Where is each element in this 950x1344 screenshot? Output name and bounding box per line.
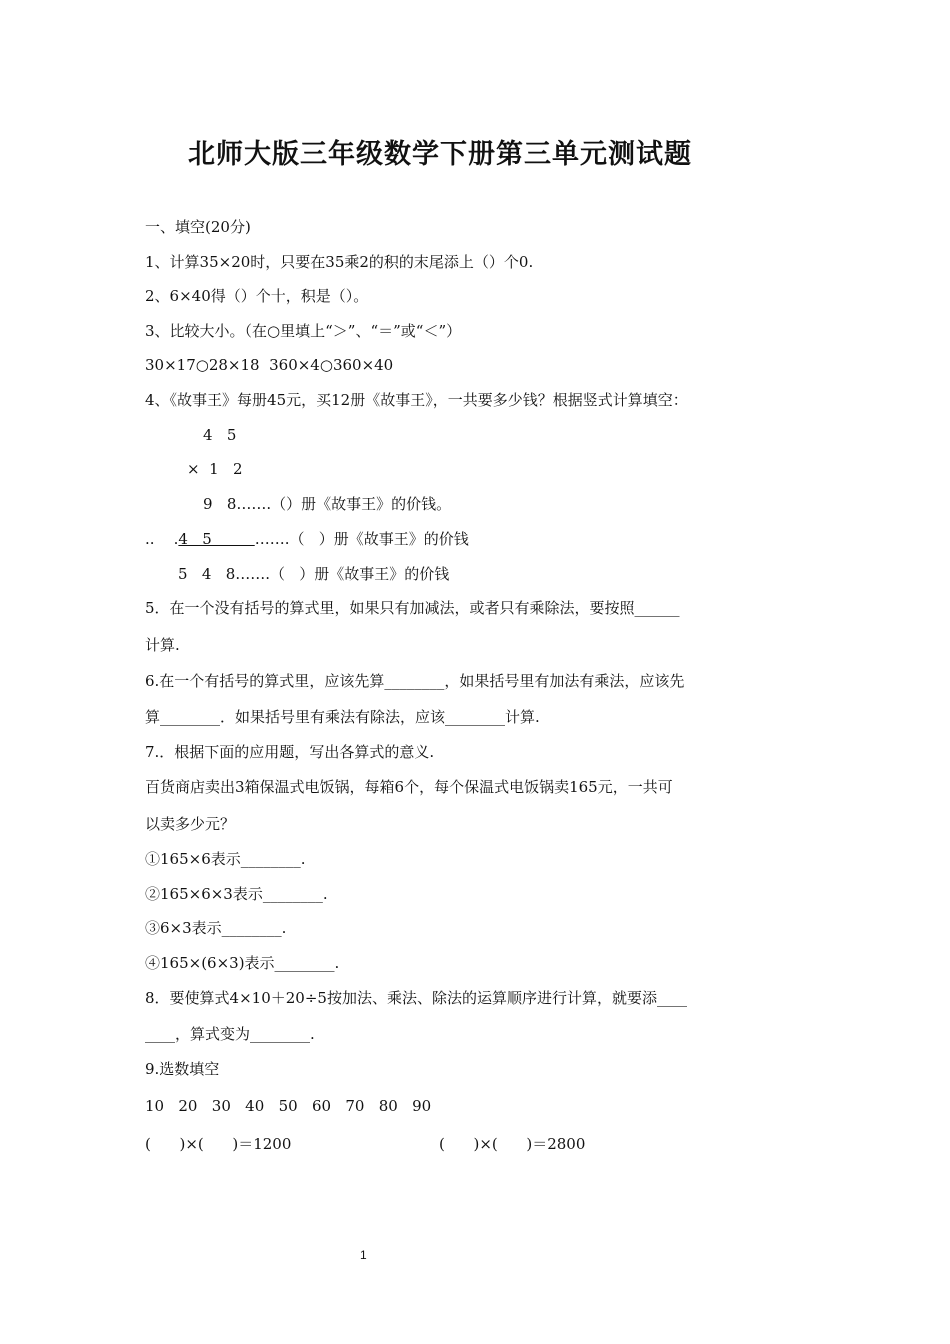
vertical-calc-row-1: 4 5: [203, 426, 237, 444]
page-title: 北师大版三年级数学下册第三单元测试题: [188, 139, 692, 170]
vertical-calc-row-3: 9 8…….（）册《故事王》的价钱。: [203, 495, 452, 513]
question-7-text-line-1: 百货商店卖出3箱保温式电饭锅，每箱6个，每个保温式电饭锅卖165元，一共可: [145, 778, 673, 796]
question-3-items: 30×17○28×18 360×4○360×40: [145, 356, 394, 374]
question-5-line-2: 计算.: [145, 636, 180, 654]
question-9: 9.选数填空: [145, 1060, 220, 1078]
question-8-line-1: 8．要使算式4×10＋20÷5按加法、乘法、除法的运算顺序进行计算，就要添____: [145, 989, 687, 1007]
vertical-calc-row-4: [145, 529, 469, 549]
question-4: 4、《故事王》每册45元，买12册《故事王》，一共要多少钱？根据竖式计算填空：: [145, 391, 688, 409]
calc-row-4-suffix: …….（ ）册《故事王》的价钱: [254, 530, 469, 548]
question-1: 1、计算35×20时，只要在35乘2的积的末尾添上（）个0.: [145, 253, 534, 271]
question-5-line-1: 5．在一个没有括号的算式里，如果只有加减法，或者只有乘除法，要按照______: [145, 599, 680, 617]
calc-row-4-prefix: .. .: [145, 530, 179, 548]
question-7: 7.．根据下面的应用题，写出各算式的意义.: [145, 743, 435, 761]
vertical-calc-row-5: 5 4 8…….（ ）册《故事王》的价钱: [178, 565, 450, 583]
question-7-item-2: ②165×6×3表示________.: [145, 885, 328, 903]
question-7-text-line-2: 以卖多少元？: [145, 815, 236, 833]
question-7-item-4: ④165×(6×3)表示________.: [145, 954, 340, 972]
question-6-line-1: 6.在一个有括号的算式里，应该先算________，如果括号里有加法有乘法，应该先: [145, 672, 685, 690]
question-3: 3、比较大小。（在○里填上“＞”、“＝”或“＜”）: [145, 322, 462, 340]
question-7-item-1: ①165×6表示________.: [145, 850, 306, 868]
question-9-equation-1: ( )×( )＝1200: [145, 1135, 292, 1153]
question-8-line-2: ____，算式变为________.: [145, 1025, 315, 1043]
question-7-item-3: ③6×3表示________.: [145, 919, 287, 937]
question-9-number-choices: 10 20 30 40 50 60 70 80 90: [145, 1097, 432, 1115]
question-6-line-2: 算________．如果括号里有乘法有除法，应该________计算.: [145, 708, 540, 726]
question-2: 2、6×40得（）个十，积是（）。: [145, 287, 369, 305]
section-heading-fill-blanks: 一、填空(20分): [145, 218, 251, 236]
calc-row-4-underlined: 4 5: [178, 530, 255, 548]
question-9-equation-2: ( )×( )＝2800: [439, 1135, 586, 1153]
vertical-calc-row-2: × 1 2: [187, 460, 243, 478]
page-number: 1: [360, 1248, 367, 1262]
